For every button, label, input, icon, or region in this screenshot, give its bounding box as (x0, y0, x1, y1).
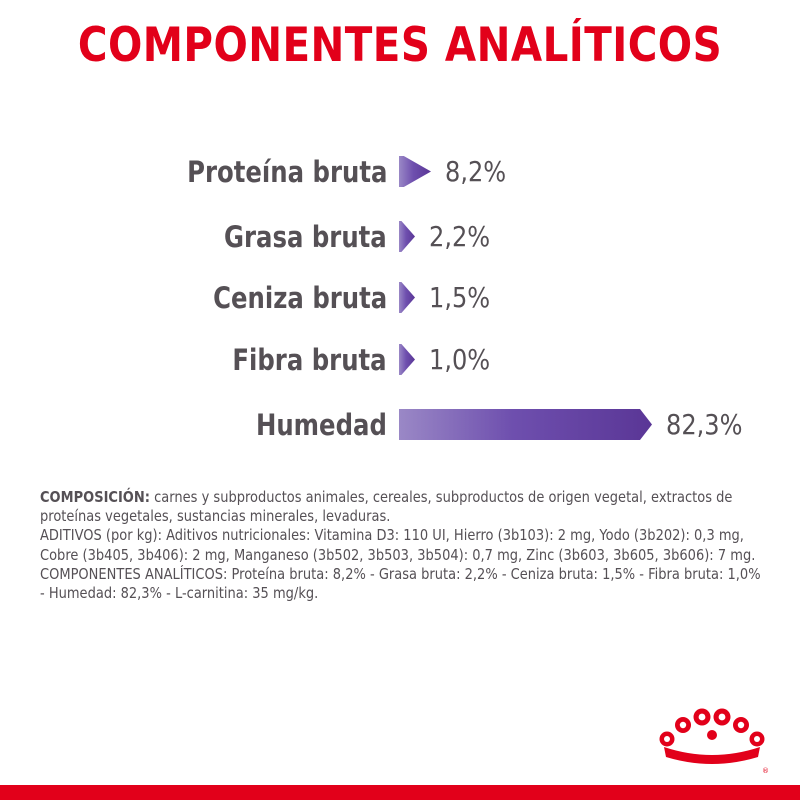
component-label: Fibra bruta (232, 343, 387, 377)
component-row-fibra (0, 340, 800, 380)
footer-brand-bar (0, 785, 800, 800)
page-title: COMPONENTES ANALÍTICOS (77, 18, 723, 73)
component-bar (399, 282, 415, 313)
component-row-grasa (0, 217, 800, 257)
royal-canin-crown-logo (653, 705, 771, 775)
component-bar (399, 409, 652, 440)
composition-heading: COMPOSICIÓN: (40, 488, 150, 506)
component-value: 82,3% (666, 408, 743, 441)
component-bar (399, 156, 431, 187)
component-row-proteina (0, 152, 800, 192)
component-row-humedad (0, 405, 800, 445)
analytical-line: COMPONENTES ANALÍTICOS: Proteína bruta: 8,2% - Grasa bruta: 2,2% - Ceniza bruta: 1,5% - Fibra bruta: 1,0% (40, 564, 761, 583)
component-bar (399, 221, 415, 252)
svg-text:®: ® (762, 767, 769, 775)
component-value: 1,0% (429, 343, 491, 376)
component-label: Grasa bruta (224, 220, 387, 254)
composition-text (40, 488, 796, 603)
composition-line: proteínas vegetales, sustancias minerales, levaduras. (40, 507, 391, 526)
additives-line: ADITIVOS (por kg): Aditivos nutricionales: Vitamina D3: 110 UI, Hierro (3b103): 2 mg, Yodo (3b202): 0,3 mg, (40, 526, 744, 545)
component-value: 1,5% (429, 281, 491, 314)
component-value: 2,2% (429, 220, 491, 253)
analytical-line: - Humedad: 82,3% - L-carnitina: 35 mg/kg. (40, 584, 319, 603)
additives-line: Cobre (3b405, 3b406): 2 mg, Manganeso (3b502, 3b503, 3b504): 0,7 mg, Zinc (3b603, 3b605, 3b606): 7 mg. (40, 545, 756, 564)
composition-line: COMPOSICIÓN: carnes y subproductos animales, cereales, subproductos de origen vegetal, extractos de (40, 488, 733, 506)
component-row-ceniza (0, 278, 800, 318)
component-label: Ceniza bruta (212, 281, 387, 315)
component-bar (399, 344, 415, 375)
component-label: Humedad (256, 408, 387, 442)
component-label: Proteína bruta (186, 155, 387, 189)
component-value: 8,2% (445, 155, 507, 188)
